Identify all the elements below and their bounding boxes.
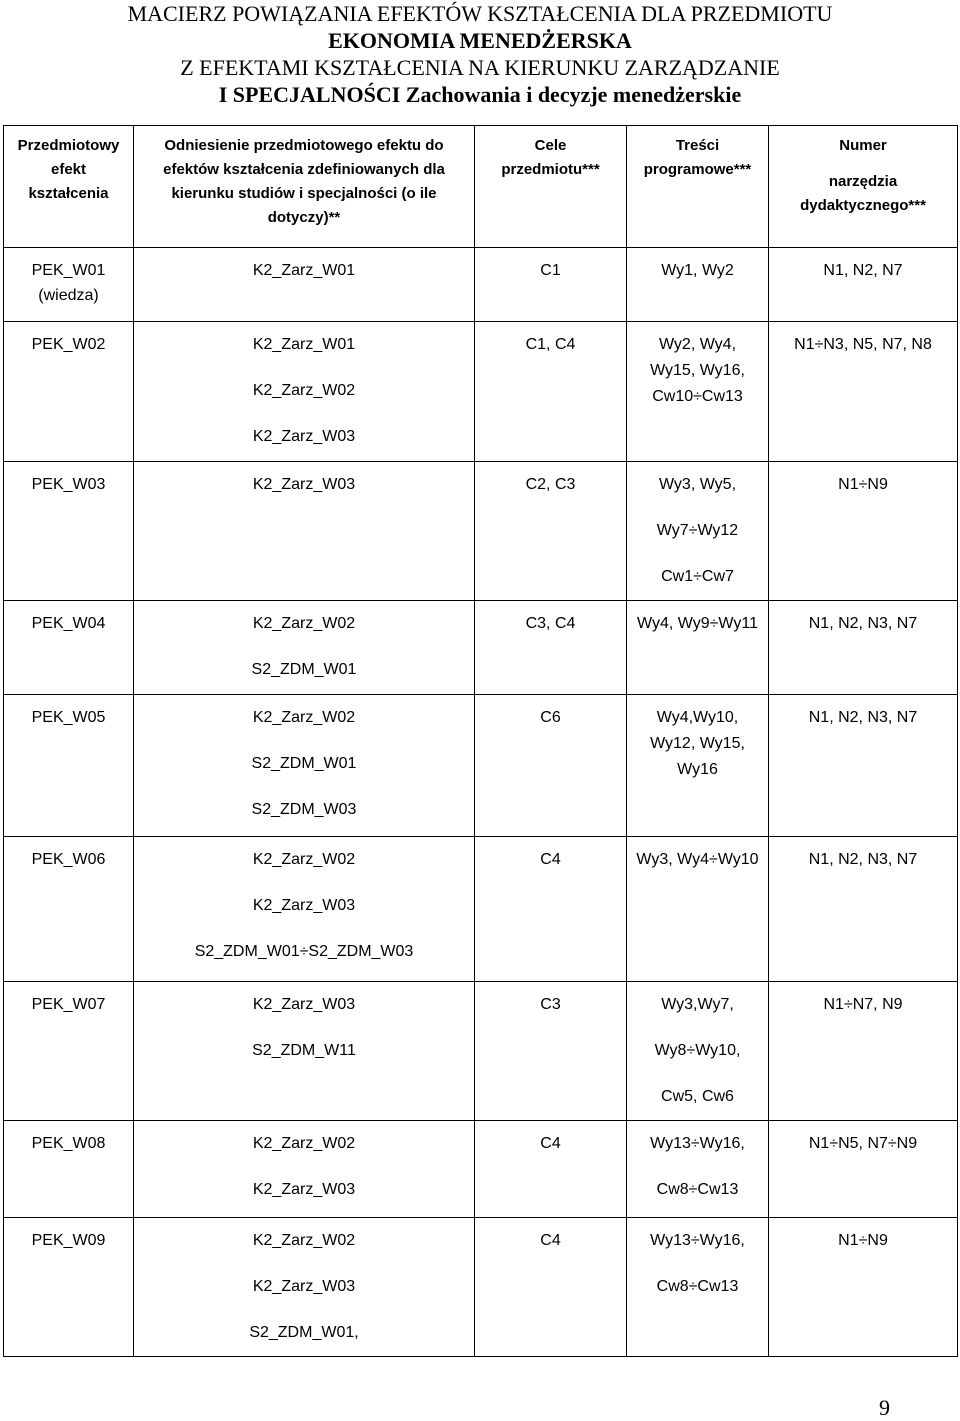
cell-line: K2_Zarz_W02: [252, 382, 356, 399]
cell-line: K2_Zarz_W02: [252, 1135, 356, 1152]
cell-line: Cw1÷Cw7: [661, 568, 734, 585]
cell-effect: [4, 982, 134, 1121]
title-line-1: MACIERZ POWIĄZANIA EFEKTÓW KSZTAŁCENIA DLA PRZEDMIOTU: [127, 1, 833, 26]
cell-line: S2_ZDM_W01: [251, 755, 357, 772]
cell-line: Wy13÷Wy16,: [650, 1232, 745, 1249]
header-line: efektów kształcenia zdefiniowanych dla: [163, 161, 445, 178]
cell-line: K2_Zarz_W03: [252, 996, 356, 1013]
table-row: [4, 982, 958, 1121]
cell-tools: [769, 1121, 958, 1218]
cell-tools: [769, 695, 958, 837]
header-effect: [4, 126, 134, 248]
cell-effect: [4, 837, 134, 982]
cell-content: [627, 322, 769, 462]
cell-line: K2_Zarz_W01: [252, 262, 356, 279]
cell-line: S2_ZDM_W11: [252, 1042, 356, 1059]
cell-tools: [769, 462, 958, 601]
cell-goals: [475, 601, 627, 695]
cell-line: C4: [540, 1135, 561, 1152]
cell-line: Wy7÷Wy12: [656, 522, 739, 539]
cell-line: Wy4, Wy9÷Wy11: [637, 615, 758, 632]
cell-line: N1, N2, N3, N7: [808, 615, 918, 632]
table-row: [4, 601, 958, 695]
cell-goals: [475, 248, 627, 322]
cell-effect: [4, 695, 134, 837]
header-line: Cele: [534, 137, 567, 154]
cell-reference: [134, 1121, 475, 1218]
table-header-row: [4, 126, 958, 248]
cell-line: K2_Zarz_W03: [252, 476, 356, 493]
header-line: kształcenia: [28, 185, 109, 202]
table-row: [4, 248, 958, 322]
cell-line: S2_ZDM_W01÷S2_ZDM_W03: [194, 943, 414, 960]
cell-line: PEK_W07: [31, 996, 106, 1013]
cell-reference: [134, 982, 475, 1121]
cell-line: C6: [540, 709, 561, 726]
header-line: efekt: [50, 161, 87, 178]
table-row: [4, 1121, 958, 1218]
cell-tools: [769, 982, 958, 1121]
header-line: dotyczy)**: [267, 209, 341, 226]
cell-tools: [769, 837, 958, 982]
cell-line: Wy3,Wy7,: [661, 996, 734, 1013]
header-line: Treści: [675, 137, 720, 154]
cell-line: C1, C4: [525, 336, 576, 353]
cell-line: N1, N2, N3, N7: [808, 851, 918, 868]
cell-line: N1÷N9: [838, 476, 888, 493]
header-line: Przedmiotowy: [17, 137, 120, 154]
table-row: [4, 462, 958, 601]
cell-line: S2_ZDM_W01,: [249, 1324, 359, 1341]
header-reference: [134, 126, 475, 248]
cell-goals: [475, 462, 627, 601]
cell-content: [627, 837, 769, 982]
cell-line: PEK_W04: [31, 615, 106, 632]
header-tools: [769, 126, 958, 248]
cell-content: [627, 462, 769, 601]
cell-goals: [475, 1121, 627, 1218]
cell-line: K2_Zarz_W03: [252, 897, 356, 914]
cell-line: PEK_W03: [31, 476, 106, 493]
cell-goals: [475, 322, 627, 462]
cell-goals: [475, 695, 627, 837]
cell-line: Cw5, Cw6: [661, 1088, 734, 1105]
cell-line: N1÷N3, N5, N7, N8: [794, 336, 932, 353]
header-line: narzędzia: [828, 173, 898, 190]
cell-line: PEK_W08: [31, 1135, 106, 1152]
cell-content: [627, 1121, 769, 1218]
cell-line: Wy12, Wy15,: [650, 735, 745, 752]
cell-line: C2, C3: [525, 476, 576, 493]
cell-content: [627, 982, 769, 1121]
cell-line: Cw10÷Cw13: [652, 388, 743, 405]
cell-reference: [134, 837, 475, 982]
cell-line: Wy15, Wy16,: [650, 362, 745, 379]
cell-reference: [134, 695, 475, 837]
cell-line: Wy1, Wy2: [661, 262, 734, 279]
cell-line: S2_ZDM_W03: [251, 801, 357, 818]
table-row: [4, 695, 958, 837]
cell-line: N1, N2, N3, N7: [808, 709, 918, 726]
cell-line: C1: [540, 262, 561, 279]
cell-line: (wiedza): [38, 287, 99, 304]
cell-effect: [4, 462, 134, 601]
header-line: przedmiotu***: [501, 161, 600, 178]
page-number: 9: [879, 1395, 890, 1420]
cell-line: Wy16: [677, 761, 718, 778]
cell-line: K2_Zarz_W03: [252, 1181, 356, 1198]
cell-tools: [769, 1218, 958, 1357]
cell-line: Cw8÷Cw13: [656, 1278, 739, 1295]
cell-effect: [4, 1121, 134, 1218]
cell-line: N1, N2, N7: [823, 262, 903, 279]
cell-line: Wy13÷Wy16,: [650, 1135, 745, 1152]
document-title: [0, 0, 960, 109]
cell-line: K2_Zarz_W03: [252, 428, 356, 445]
cell-line: N1÷N7, N9: [823, 996, 903, 1013]
cell-line: Wy3, Wy5,: [658, 476, 737, 493]
table-row: [4, 837, 958, 982]
header-content: [627, 126, 769, 248]
header-line: programowe***: [643, 161, 752, 178]
effects-matrix-table: [3, 125, 958, 1357]
cell-line: C4: [540, 851, 561, 868]
header-line: Numer: [839, 137, 887, 154]
cell-line: N1÷N9: [838, 1232, 888, 1249]
cell-content: [627, 1218, 769, 1357]
cell-line: Wy3, Wy4÷Wy10: [636, 851, 759, 868]
cell-effect: [4, 601, 134, 695]
cell-line: C3, C4: [525, 615, 576, 632]
header-line: Odniesienie przedmiotowego efektu do: [164, 137, 444, 154]
cell-content: [627, 248, 769, 322]
cell-line: N1÷N5, N7÷N9: [808, 1135, 918, 1152]
cell-line: PEK_W09: [31, 1232, 106, 1249]
cell-tools: [769, 248, 958, 322]
cell-line: K2_Zarz_W02: [252, 1232, 356, 1249]
title-line-3: Z EFEKTAMI KSZTAŁCENIA NA KIERUNKU ZARZĄDZANIE: [180, 55, 780, 80]
cell-line: K2_Zarz_W02: [252, 615, 356, 632]
cell-line: K2_Zarz_W02: [252, 709, 356, 726]
cell-line: Wy4,Wy10,: [656, 709, 739, 726]
cell-goals: [475, 1218, 627, 1357]
cell-line: K2_Zarz_W03: [252, 1278, 356, 1295]
title-line-4: I SPECJALNOŚCI Zachowania i decyzje menedżerskie: [218, 82, 742, 107]
cell-reference: [134, 248, 475, 322]
cell-line: PEK_W05: [31, 709, 106, 726]
cell-content: [627, 601, 769, 695]
header-line: dydaktycznego***: [800, 197, 926, 214]
cell-line: PEK_W01: [31, 262, 106, 279]
cell-reference: [134, 462, 475, 601]
cell-line: S2_ZDM_W01: [251, 661, 357, 678]
cell-goals: [475, 837, 627, 982]
cell-goals: [475, 982, 627, 1121]
cell-line: PEK_W02: [31, 336, 106, 353]
cell-effect: [4, 1218, 134, 1357]
cell-reference: [134, 322, 475, 462]
cell-content: [627, 695, 769, 837]
cell-line: Wy8÷Wy10,: [654, 1042, 741, 1059]
cell-effect: [4, 322, 134, 462]
cell-line: Wy2, Wy4,: [658, 336, 737, 353]
cell-reference: [134, 601, 475, 695]
cell-line: C4: [540, 1232, 561, 1249]
cell-line: C3: [540, 996, 561, 1013]
cell-line: K2_Zarz_W02: [252, 851, 356, 868]
cell-line: PEK_W06: [31, 851, 106, 868]
header-line: kierunku studiów i specjalności (o ile: [171, 185, 437, 202]
cell-tools: [769, 322, 958, 462]
header-goals: [475, 126, 627, 248]
table-row: [4, 1218, 958, 1357]
title-line-2: EKONOMIA MENEDŻERSKA: [328, 28, 632, 53]
cell-reference: [134, 1218, 475, 1357]
cell-tools: [769, 601, 958, 695]
table-row: [4, 322, 958, 462]
cell-effect: [4, 248, 134, 322]
cell-line: K2_Zarz_W01: [252, 336, 356, 353]
cell-line: Cw8÷Cw13: [656, 1181, 739, 1198]
